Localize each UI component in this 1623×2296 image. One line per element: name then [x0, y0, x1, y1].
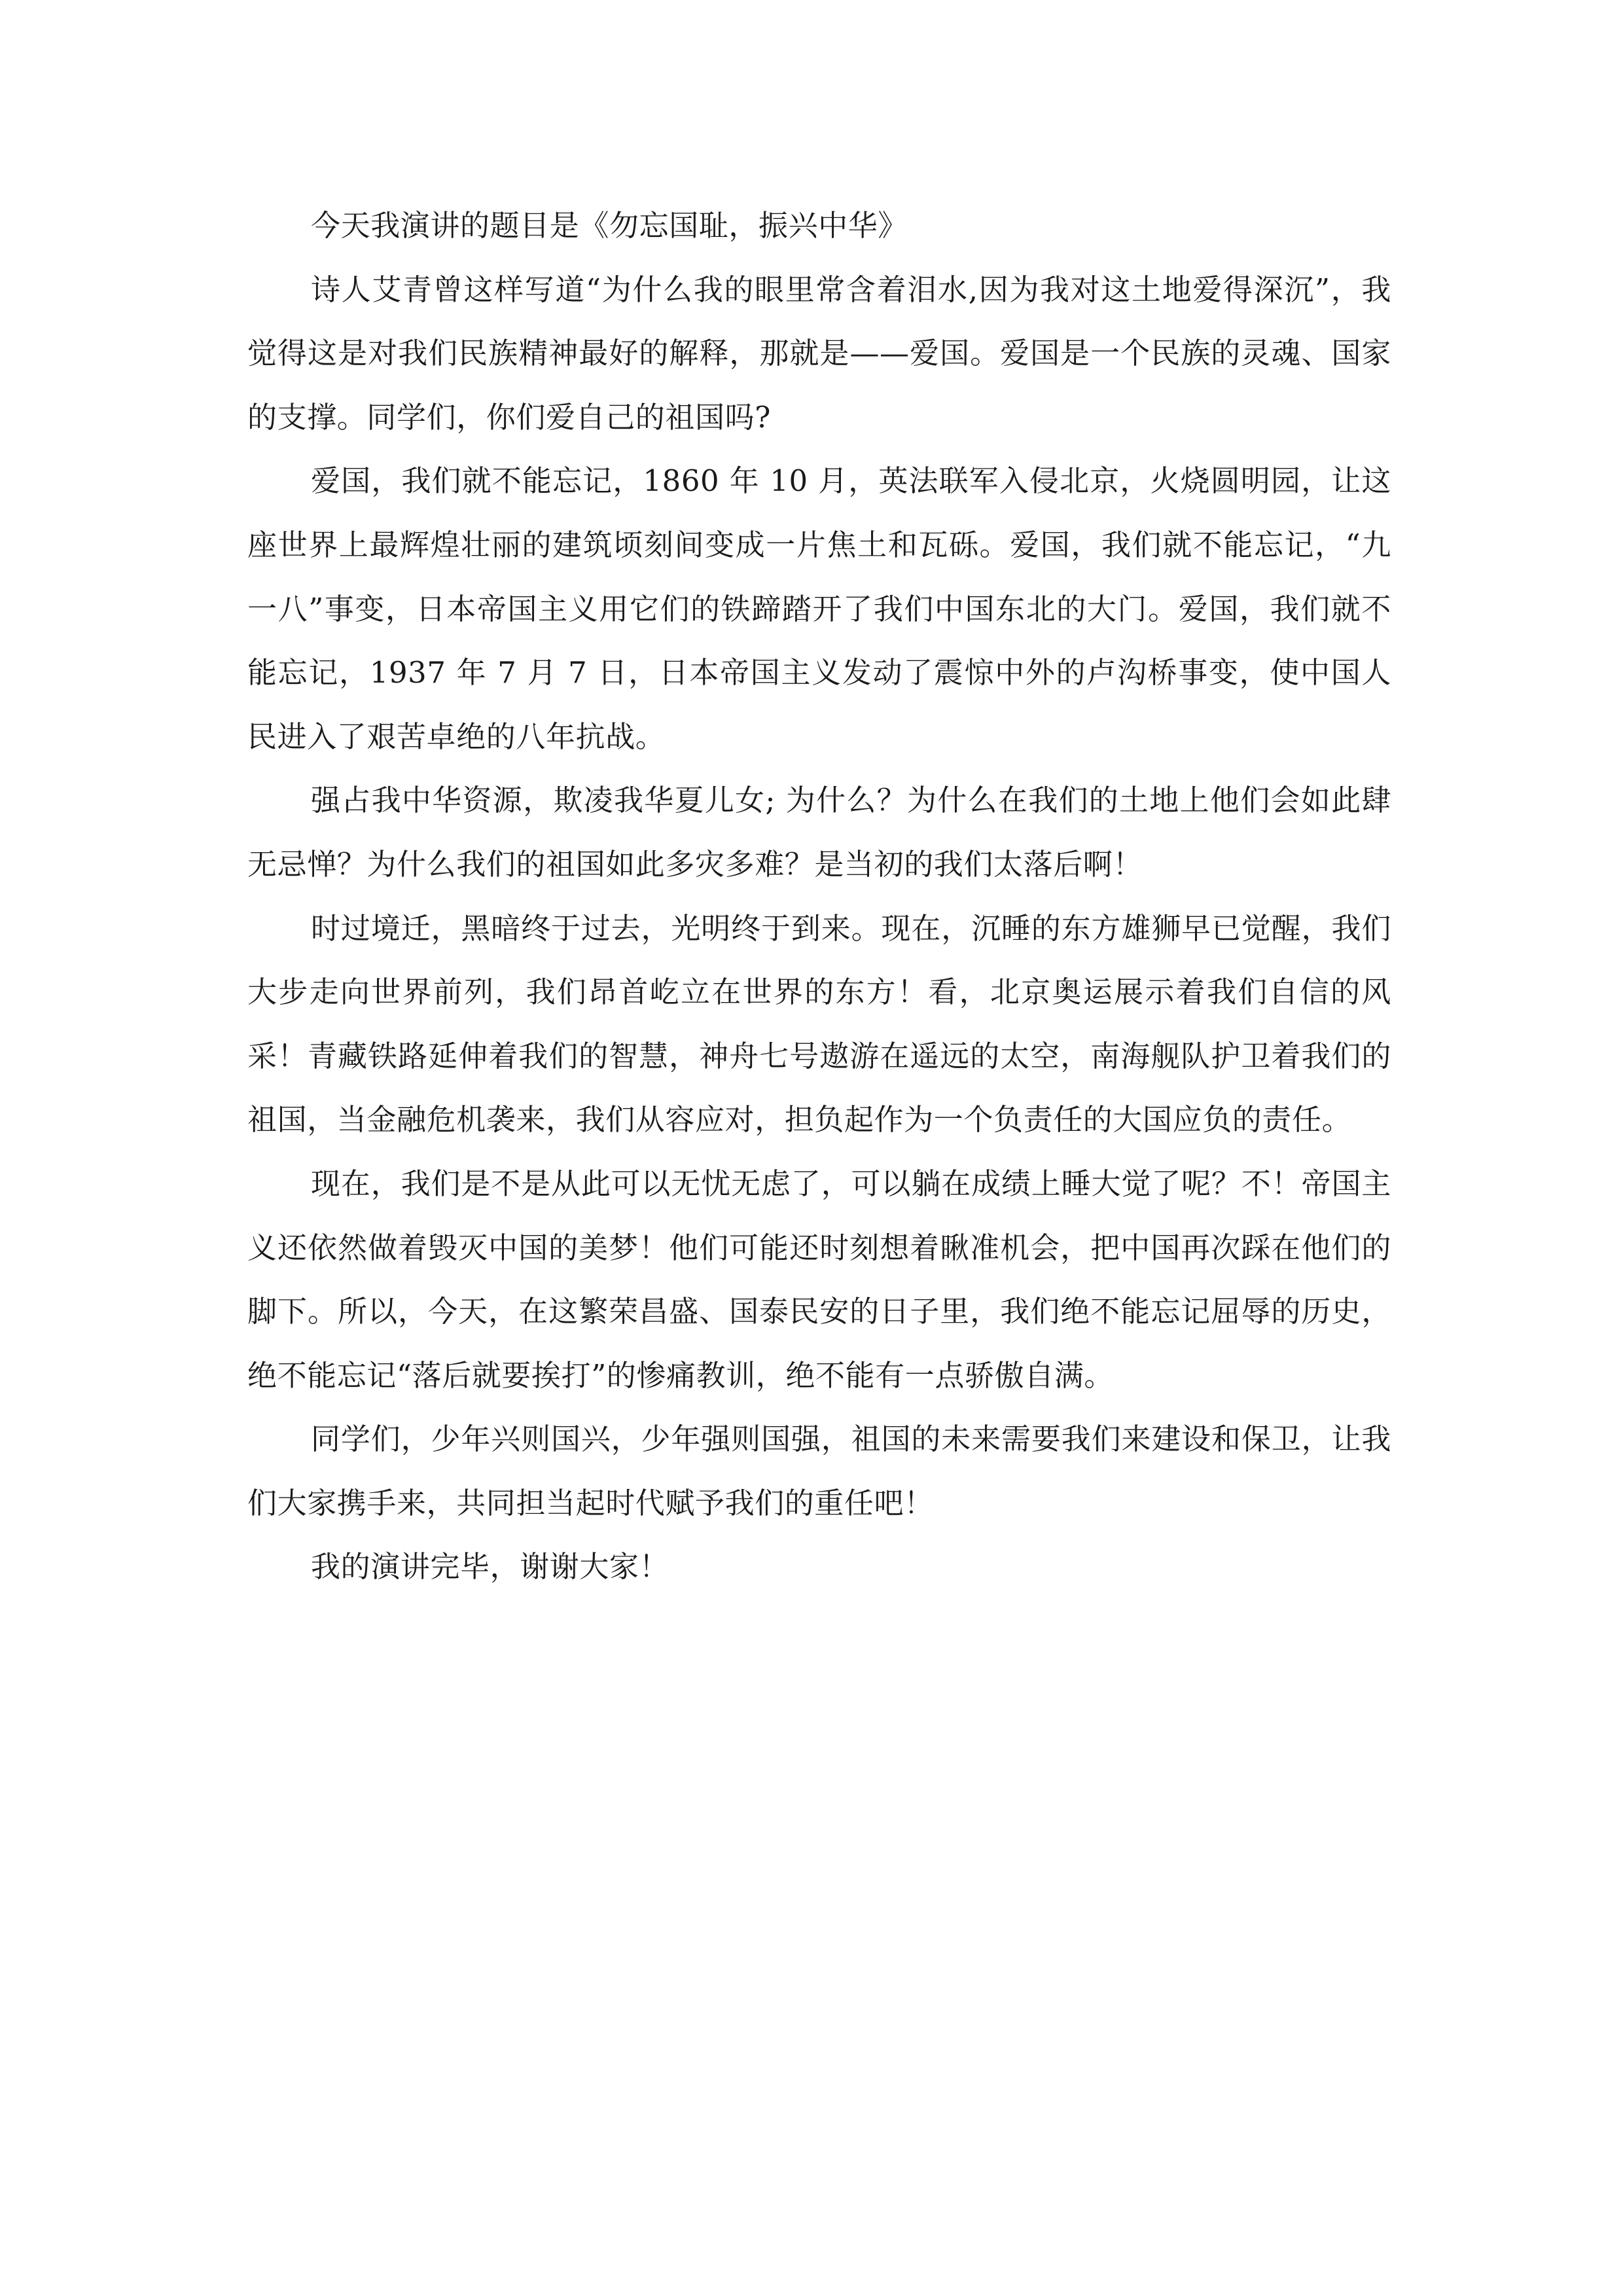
paragraph-questions: 强占我中华资源，欺凌我华夏儿女; 为什么？为什么在我们的土地上他们会如此肆无忌惮？为什么我们的祖国如此多灾多难？是当初的我们太落后啊！ — [247, 783, 1391, 882]
speech-body — [247, 194, 1391, 1599]
paragraph-warning: 现在，我们是不是从此可以无忧无虑了，可以躺在成绩上睡大觉了呢？不！帝国主义还依然做着毁灭中国的美梦！他们可能还时刻想着瞅准机会，把中国再次踩在他们的脚下。所以，今天，在这繁荣昌盛、国泰民安的日子里，我们绝不能忘记屈辱的历史，绝不能忘记“落后就要挨打”的惨痛教训，绝不能有一点骄傲自满。 — [247, 1166, 1391, 1393]
paragraph-call-to-action: 同学们，少年兴则国兴，少年强则国强，祖国的未来需要我们来建设和保卫，让我们大家携手来，共同担当起时代赋予我们的重任吧！ — [247, 1422, 1391, 1520]
speech-title-paragraph: 今天我演讲的题目是《勿忘国耻，振兴中华》 — [311, 208, 908, 243]
paragraph-closing: 我的演讲完毕，谢谢大家！ — [311, 1549, 669, 1585]
paragraph-poet-quote: 诗人艾青曾这样写道“为什么我的眼里常含着泪水,因为我对这土地爱得深沉”，我觉得这是对我们民族精神最好的解释，那就是——爱国。爱国是一个民族的灵魂、国家的支撑。同学们，你们爱自己的祖国吗? — [247, 272, 1391, 435]
paragraph-present-day: 时过境迁，黑暗终于过去，光明终于到来。现在，沉睡的东方雄狮早已觉醒，我们大步走向世界前列，我们昂首屹立在世界的东方！看，北京奥运展示着我们自信的风采！青藏铁路延伸着我们的智慧，神舟七号遨游在遥远的太空，南海舰队护卫着我们的祖国，当金融危机袭来，我们从容应对，担负起作为一个负责任的大国应负的责任。 — [247, 910, 1391, 1138]
paragraph-history: 爱国，我们就不能忘记，1860 年 10 月，英法联军入侵北京，火烧圆明园，让这座世界上最辉煌壮丽的建筑顷刻间变成一片焦土和瓦砾。爱国，我们就不能忘记，“九一八”事变，日本帝国主义用它们的铁蹄踏开了我们中国东北的大门。爱国，我们就不能忘记，1937 年 7 月 7 日，日本帝国主义发动了震惊中外的卢沟桥事变，使中国人民进入了艰苦卓绝的八年抗战。 — [247, 463, 1391, 754]
